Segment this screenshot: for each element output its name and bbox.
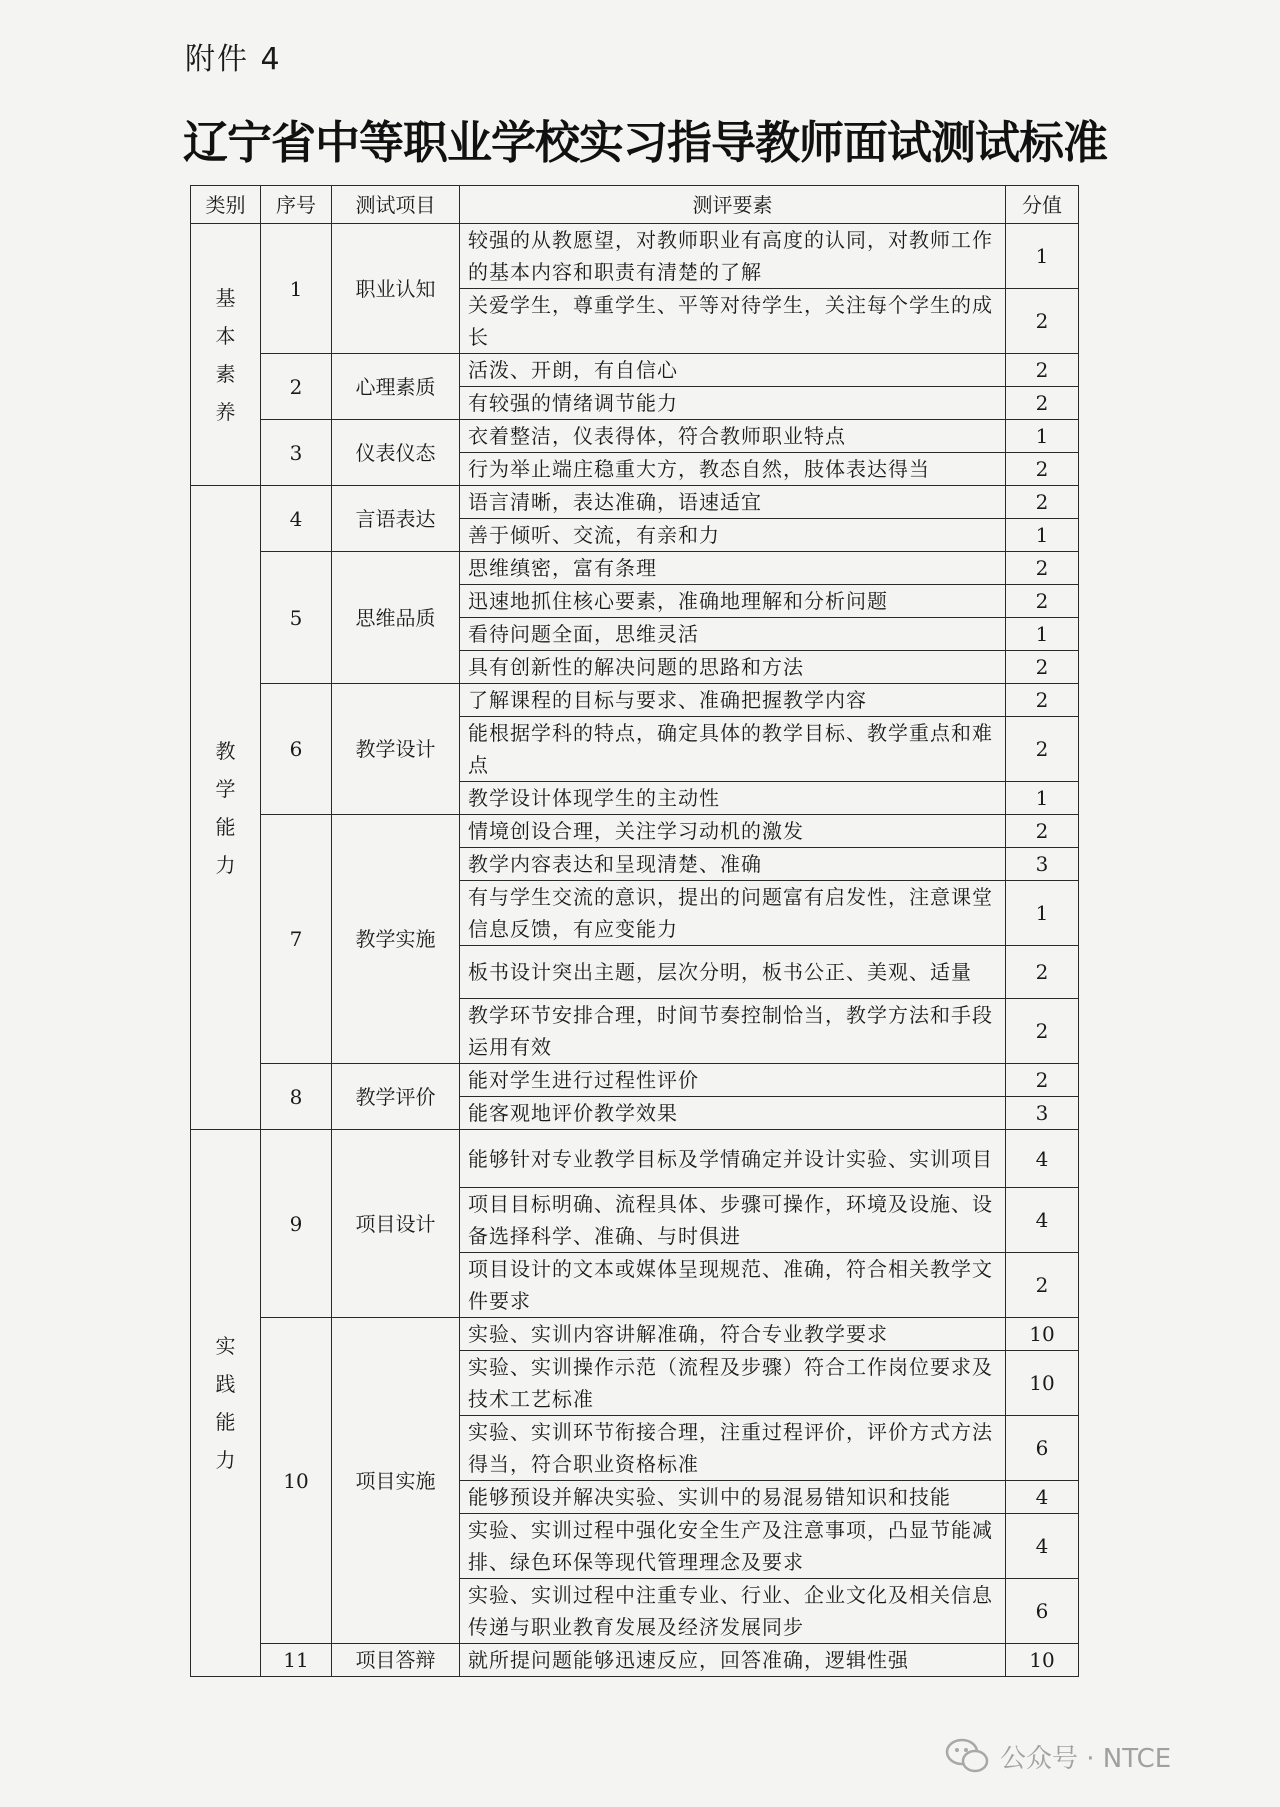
element-score: 1 (1006, 224, 1079, 289)
item-number: 10 (261, 1318, 332, 1644)
header-element: 测评要素 (460, 186, 1006, 224)
element-score: 2 (1006, 946, 1079, 999)
item-number: 3 (261, 420, 332, 486)
element-score: 4 (1006, 1188, 1079, 1253)
element-text: 关爱学生，尊重学生、平等对待学生，关注每个学生的成长 (460, 289, 1006, 354)
item-name: 教学设计 (332, 684, 460, 815)
element-text: 能够预设并解决实验、实训中的易混易错知识和技能 (460, 1481, 1006, 1514)
item-name: 教学实施 (332, 815, 460, 1064)
element-text: 实验、实训过程中强化安全生产及注意事项，凸显节能减排、绿色环保等现代管理理念及要求 (460, 1514, 1006, 1579)
element-text: 实验、实训操作示范（流程及步骤）符合工作岗位要求及技术工艺标准 (460, 1351, 1006, 1416)
element-score: 2 (1006, 684, 1079, 717)
element-text: 具有创新性的解决问题的思路和方法 (460, 651, 1006, 684)
element-text: 思维缜密，富有条理 (460, 552, 1006, 585)
element-score: 4 (1006, 1130, 1079, 1188)
element-score: 2 (1006, 387, 1079, 420)
element-score: 2 (1006, 354, 1079, 387)
element-score: 2 (1006, 651, 1079, 684)
watermark-text: 公众号 · NTCE (1000, 1743, 1172, 1774)
item-number: 9 (261, 1130, 332, 1318)
item-number: 1 (261, 224, 332, 354)
table-row (191, 224, 1079, 289)
table-row (191, 1130, 1079, 1188)
item-number: 2 (261, 354, 332, 420)
element-text: 善于倾听、交流，有亲和力 (460, 519, 1006, 552)
wechat-icon (944, 1736, 992, 1776)
category-cell (191, 1130, 261, 1677)
element-text: 情境创设合理，关注学习动机的激发 (460, 815, 1006, 848)
element-text: 实验、实训环节衔接合理，注重过程评价，评价方式方法得当，符合职业资格标准 (460, 1416, 1006, 1481)
element-text: 教学环节安排合理，时间节奏控制恰当，教学方法和手段运用有效 (460, 999, 1006, 1064)
element-text: 实验、实训过程中注重专业、行业、企业文化及相关信息传递与职业教育发展及经济发展同步 (460, 1579, 1006, 1644)
item-name: 项目答辩 (332, 1644, 460, 1677)
element-score: 3 (1006, 1097, 1079, 1130)
item-number: 11 (261, 1644, 332, 1677)
category-name: 实践能力 (215, 1334, 236, 1472)
criteria-table (190, 185, 1079, 1677)
element-score: 10 (1006, 1318, 1079, 1351)
element-text: 教学设计体现学生的主动性 (460, 782, 1006, 815)
element-score: 4 (1006, 1514, 1079, 1579)
element-text: 了解课程的目标与要求、准确把握教学内容 (460, 684, 1006, 717)
category-cell (191, 224, 261, 486)
element-score: 2 (1006, 1253, 1079, 1318)
element-text: 能对学生进行过程性评价 (460, 1064, 1006, 1097)
header-no: 序号 (261, 186, 332, 224)
element-score: 1 (1006, 519, 1079, 552)
element-text: 实验、实训内容讲解准确，符合专业教学要求 (460, 1318, 1006, 1351)
element-score: 1 (1006, 782, 1079, 815)
item-name: 心理素质 (332, 354, 460, 420)
item-name: 职业认知 (332, 224, 460, 354)
element-text: 项目设计的文本或媒体呈现规范、准确，符合相关教学文件要求 (460, 1253, 1006, 1318)
element-text: 语言清晰，表达准确，语速适宜 (460, 486, 1006, 519)
table-row (191, 354, 1079, 387)
element-score: 2 (1006, 486, 1079, 519)
element-text: 就所提问题能够迅速反应，回答准确，逻辑性强 (460, 1644, 1006, 1677)
item-number: 8 (261, 1064, 332, 1130)
element-text: 教学内容表达和呈现清楚、准确 (460, 848, 1006, 881)
header-category: 类别 (191, 186, 261, 224)
item-name: 项目设计 (332, 1130, 460, 1318)
element-score: 6 (1006, 1416, 1079, 1481)
element-score: 2 (1006, 1064, 1079, 1097)
watermark (944, 1736, 1171, 1776)
table-header-row (191, 186, 1079, 224)
element-text: 板书设计突出主题，层次分明，板书公正、美观、适量 (460, 946, 1006, 999)
table-row (191, 420, 1079, 453)
element-text: 能根据学科的特点，确定具体的教学目标、教学重点和难点 (460, 717, 1006, 782)
element-score: 2 (1006, 999, 1079, 1064)
element-text: 项目目标明确、流程具体、步骤可操作，环境及设施、设备选择科学、准确、与时俱进 (460, 1188, 1006, 1253)
element-score: 1 (1006, 618, 1079, 651)
element-score: 2 (1006, 453, 1079, 486)
element-score: 1 (1006, 420, 1079, 453)
element-score: 6 (1006, 1579, 1079, 1644)
category-name: 教学能力 (215, 738, 236, 877)
annex-label: 附件 4 (185, 42, 282, 77)
element-text: 能客观地评价教学效果 (460, 1097, 1006, 1130)
item-name: 仪表仪态 (332, 420, 460, 486)
table-row (191, 1644, 1079, 1677)
table-row (191, 1064, 1079, 1097)
item-number: 5 (261, 552, 332, 684)
header-item: 测试项目 (332, 186, 460, 224)
item-number: 7 (261, 815, 332, 1064)
element-score: 2 (1006, 717, 1079, 782)
category-name: 基本素养 (215, 285, 236, 424)
item-number: 6 (261, 684, 332, 815)
element-score: 10 (1006, 1644, 1079, 1677)
table-row (191, 1318, 1079, 1351)
element-score: 4 (1006, 1481, 1079, 1514)
item-name: 项目实施 (332, 1318, 460, 1644)
item-number: 4 (261, 486, 332, 552)
element-text: 迅速地抓住核心要素，准确地理解和分析问题 (460, 585, 1006, 618)
element-score: 1 (1006, 881, 1079, 946)
table-body (191, 224, 1079, 1677)
element-text: 活泼、开朗，有自信心 (460, 354, 1006, 387)
item-name: 思维品质 (332, 552, 460, 684)
element-text: 较强的从教愿望，对教师职业有高度的认同，对教师工作的基本内容和职责有清楚的了解 (460, 224, 1006, 289)
element-score: 3 (1006, 848, 1079, 881)
element-score: 2 (1006, 815, 1079, 848)
table-row (191, 815, 1079, 848)
table-row (191, 486, 1079, 519)
item-name: 言语表达 (332, 486, 460, 552)
element-text: 能够针对专业教学目标及学情确定并设计实验、实训项目 (460, 1130, 1006, 1188)
header-score: 分值 (1006, 186, 1079, 224)
table-row (191, 684, 1079, 717)
element-score: 2 (1006, 552, 1079, 585)
table-row (191, 552, 1079, 585)
element-score: 10 (1006, 1351, 1079, 1416)
element-text: 行为举止端庄稳重大方，教态自然，肢体表达得当 (460, 453, 1006, 486)
element-text: 有较强的情绪调节能力 (460, 387, 1006, 420)
element-score: 2 (1006, 585, 1079, 618)
page-title: 辽宁省中等职业学校实习指导教师面试测试标准 (183, 116, 1108, 169)
category-cell (191, 486, 261, 1130)
element-score: 2 (1006, 289, 1079, 354)
element-text: 有与学生交流的意识，提出的问题富有启发性，注意课堂信息反馈，有应变能力 (460, 881, 1006, 946)
element-text: 衣着整洁，仪表得体，符合教师职业特点 (460, 420, 1006, 453)
item-name: 教学评价 (332, 1064, 460, 1130)
element-text: 看待问题全面，思维灵活 (460, 618, 1006, 651)
